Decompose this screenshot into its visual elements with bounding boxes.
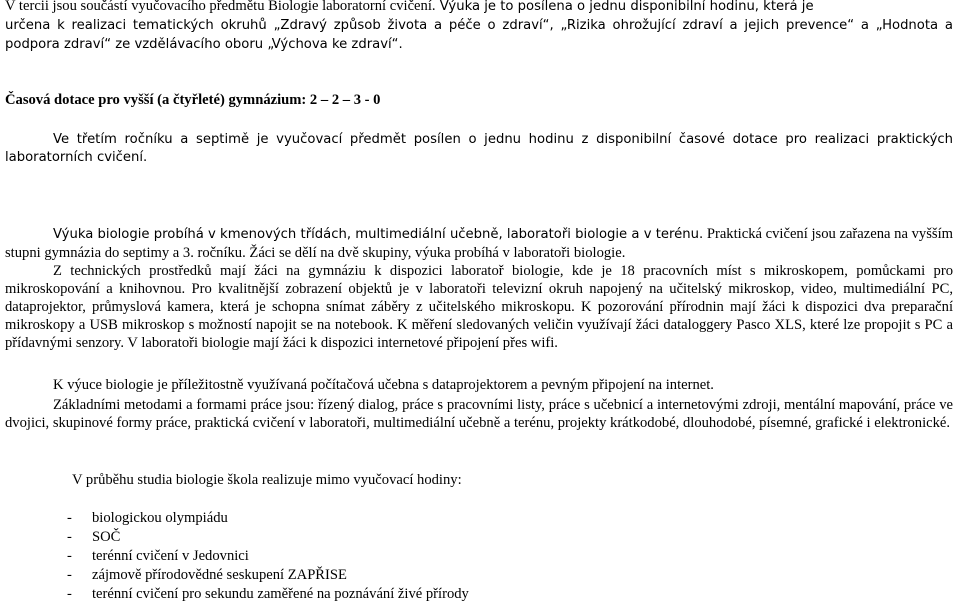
dash-bullet: -: [67, 586, 72, 602]
teaching-places-paragraph: [5, 225, 953, 262]
intro-paragraph: [5, 0, 953, 54]
list-item: [67, 528, 947, 547]
activity-text: zájmově přírodovědné seskupení ZAPŘISE: [92, 567, 347, 583]
list-item: [67, 509, 947, 528]
activities-intro: V průběhu studia biologie škola realizuje mimo vyučovací hodiny:: [72, 472, 462, 488]
list-item: [67, 547, 947, 566]
methods-paragraph: Základními metodami a formami práce jsou: řízený dialog, práce s pracovními listy, práce s učebnicí a internetovými zdroji, mentální mapování, práce ve dvojici, skupinové formy práce, praktická cvičení v laboratoři, multimediální učebně a terénu, projekty krátkodobé, dlouhodobé, písemné, grafické i elektronické.: [5, 397, 953, 431]
practical-exercises-text: Praktická cvičení jsou zařazena na vyšším stupni gymnázia do septimy a 3. ročníku. Žáci se dělí na dvě skupiny, výuka probíhá v laboratoři biologie.: [5, 226, 953, 261]
dash-bullet: -: [67, 567, 72, 583]
intro-continuation: určena k realizaci tematických okruhů „Zdravý způsob života a péče o zdraví“, „Rizika ohrožující zdraví a jejich prevence“ a „Hodnota a podpora zdraví“ ze vzdělávacího oboru „Výchova ke zdraví“.: [5, 18, 953, 52]
list-item: [67, 585, 947, 604]
intro-first-line-sans: Výuka je to posílena o jednu disponibilní hodinu, která je: [435, 0, 814, 14]
equipment-paragraph: Z technických prostředků mají žáci na gymnáziu k dispozici laboratoř biologie, kde je 18 pracovních míst s mikroskopem, pomůckami pro mikroskopování a knihovnou. Pro kvalitnější zobrazení objektů je v laboratoři televizní okruh napojený na učitelský mikroskop, video, multimediální PC, dataprojektor, průmyslová kamera, která je schopna snímat záběry z učitelského mikroskopu. K pozorování přírodnin mají žáci k dispozici dva preparační mikroskopy a USB mikroskop s možností napojit se na notebook. K měření sledovaných veličin využívají žáci dataloggery Pasco XLS, které lze propojit s PC a přídavnými senzory. V laboratoři biologie mají žáci k dispozici internetové připojení přes wifi.: [5, 263, 953, 351]
dash-bullet: -: [67, 529, 72, 545]
septima-paragraph: Ve třetím ročníku a septimě je vyučovací předmět posílen o jednu hodinu z disponibilní časové dotace pro realizaci praktických laboratorních cvičení.: [5, 132, 953, 165]
activities-list: [67, 509, 947, 604]
list-item: [67, 566, 947, 585]
dash-bullet: -: [67, 548, 72, 564]
computer-room-paragraph: K výuce biologie je příležitostně využívaná počítačová učebna s dataprojektorem a pevným připojení na internet.: [53, 377, 714, 393]
time-allocation-heading: Časová dotace pro vyšší (a čtyřleté) gymnázium: 2 – 2 – 3 - 0: [5, 92, 381, 108]
activity-text: terénní cvičení v Jedovnici: [92, 548, 249, 564]
activity-text: SOČ: [92, 529, 121, 545]
teaching-places-text: Výuka biologie probíhá v kmenových třídách, multimediální učebně, laboratoři biologie a v terénu.: [53, 227, 704, 242]
activity-text: biologickou olympiádu: [92, 510, 228, 526]
dash-bullet: -: [67, 510, 72, 526]
activity-text: terénní cvičení pro sekundu zaměřené na poznávání živé přírody: [92, 586, 469, 602]
intro-first-line-serif: V tercii jsou součástí vyučovacího předmětu Biologie laboratorní cvičení.: [5, 0, 436, 14]
